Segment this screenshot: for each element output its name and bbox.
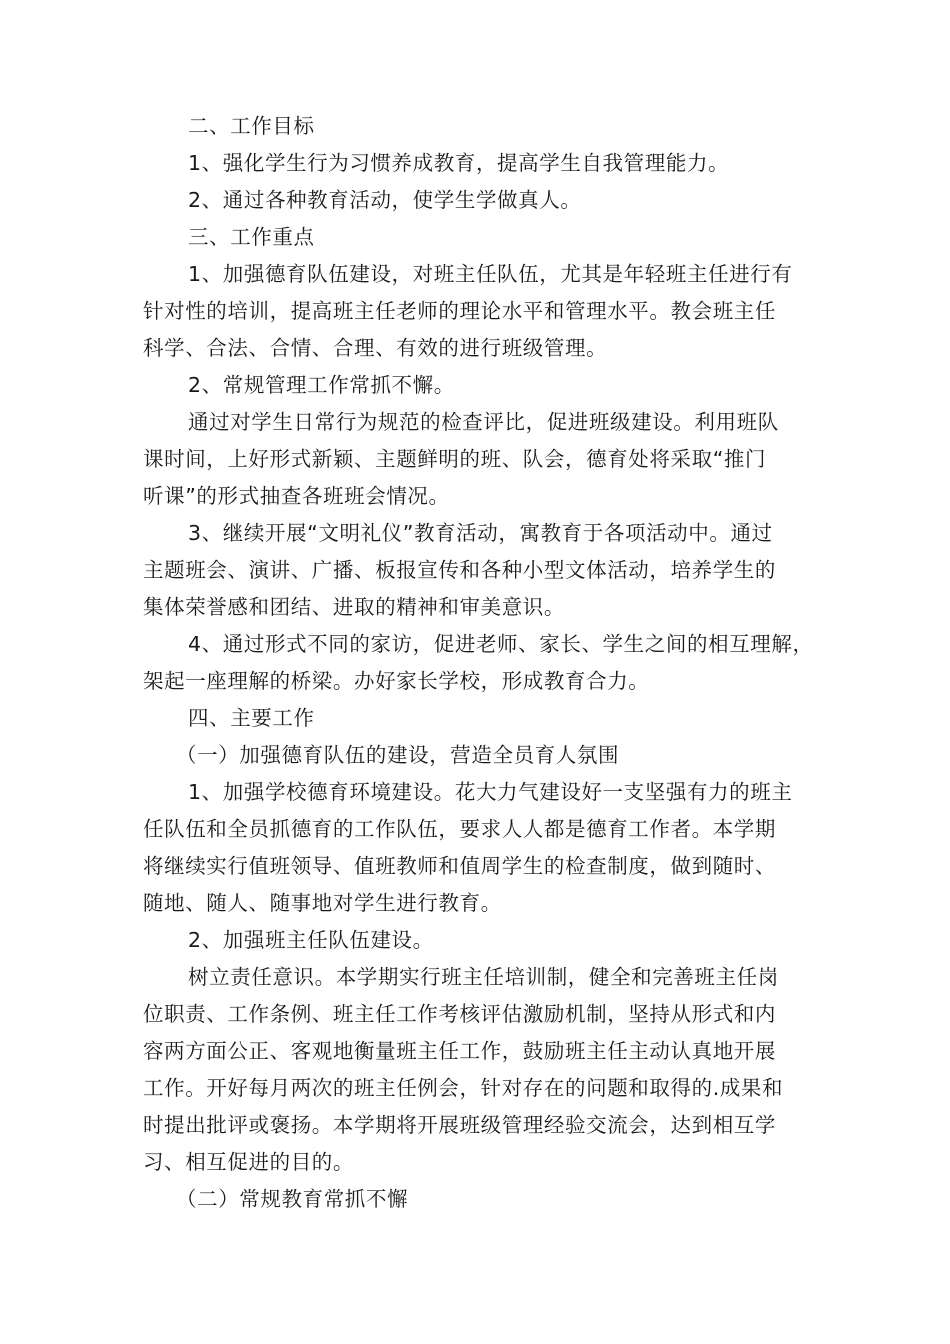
paragraph-line: 树立责任意识。本学期实行班主任培训制，健全和完善班主任岗 xyxy=(188,965,779,989)
paragraph-line: 位职责、工作条例、班主任工作考核评估激励机制，坚持从形式和内 xyxy=(143,1002,776,1026)
paragraph-line: 科学、合法、合情、合理、有效的进行班级管理。 xyxy=(143,336,608,360)
paragraph-line: 通过对学生日常行为规范的检查评比，促进班级建设。利用班队 xyxy=(188,410,779,434)
paragraph-line: 听课”的形式抽查各班班会情况。 xyxy=(143,484,450,508)
paragraph-line: 课时间，上好形式新颖、主题鲜明的班、队会，德育处将采取“推门 xyxy=(143,447,767,471)
paragraph-line: 2、常规管理工作常抓不懈。 xyxy=(188,373,455,397)
paragraph-line: 1、强化学生行为习惯养成教育，提高学生自我管理能力。 xyxy=(188,151,730,175)
paragraph-line: 1、加强学校德育环境建设。花大力气建设好一支坚强有力的班主 xyxy=(188,780,793,804)
paragraph-line: 时提出批评或褒扬。本学期将开展班级管理经验交流会，达到相互学 xyxy=(143,1113,776,1137)
paragraph-line: 工作。开好每月两次的班主任例会，针对存在的问题和取得的.成果和 xyxy=(143,1076,784,1100)
paragraph-line: 主题班会、演讲、广播、板报宣传和各种小型文体活动，培养学生的 xyxy=(143,558,776,582)
paragraph-line: 4、通过形式不同的家访，促进老师、家长、学生之间的相互理解， xyxy=(188,632,814,656)
paragraph-line: 将继续实行值班领导、值班教师和值周学生的检查制度，做到随时、 xyxy=(143,854,776,878)
paragraph-line: 2、通过各种教育活动，使学生学做真人。 xyxy=(188,188,582,212)
subheading-routine: （二）常规教育常抓不懈 xyxy=(176,1187,409,1211)
paragraph-line: 2、加强班主任队伍建设。 xyxy=(188,928,434,952)
paragraph-line: 针对性的培训，提高班主任老师的理论水平和管理水平。教会班主任 xyxy=(143,299,776,323)
paragraph-line: 3、继续开展“文明礼仪”教育活动，寓教育于各项活动中。通过 xyxy=(188,521,773,545)
paragraph-line: 任队伍和全员抓德育的工作队伍，要求人人都是德育工作者。本学期 xyxy=(143,817,776,841)
paragraph-line: 习、相互促进的目的。 xyxy=(143,1150,354,1174)
paragraph-line: 架起一座理解的桥梁。办好家长学校，形成教育合力。 xyxy=(143,669,650,693)
paragraph-line: 随地、随人、随事地对学生进行教育。 xyxy=(143,891,502,915)
heading-focus: 三、工作重点 xyxy=(188,225,315,249)
heading-main-work: 四、主要工作 xyxy=(188,706,315,730)
paragraph-line: 1、加强德育队伍建设，对班主任队伍，尤其是年轻班主任进行有 xyxy=(188,262,793,286)
paragraph-line: 集体荣誉感和团结、进取的精神和审美意识。 xyxy=(143,595,565,619)
paragraph-line: 容两方面公正、客观地衡量班主任工作，鼓励班主任主动认真地开展 xyxy=(143,1039,776,1063)
heading-goals: 二、工作目标 xyxy=(188,114,315,138)
subheading-team: （一）加强德育队伍的建设，营造全员育人氛围 xyxy=(176,743,620,767)
